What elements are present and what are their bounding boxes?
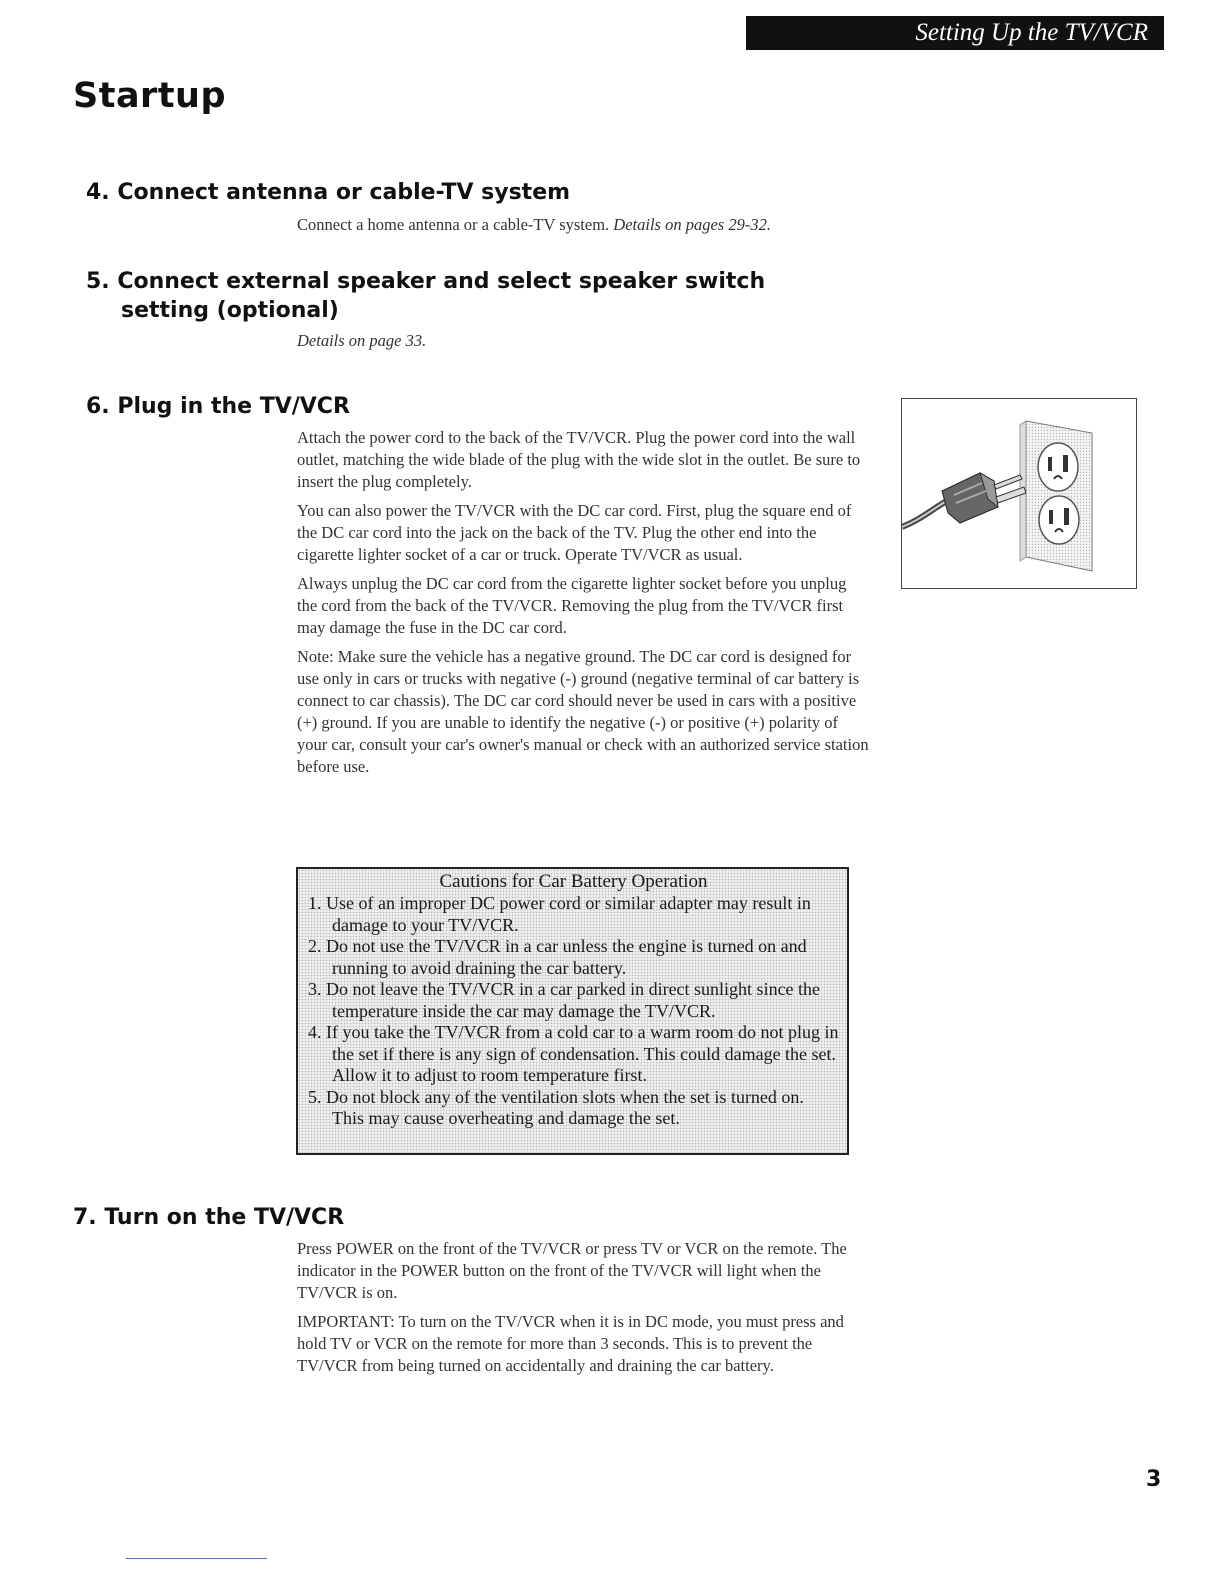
step-7-heading: [73, 1203, 344, 1232]
step-4-body: [297, 214, 877, 236]
section-header-tab: [746, 16, 1164, 50]
step-title: Turn on the TV/VCR: [104, 1205, 345, 1230]
step-title-line-2: setting (optional): [121, 298, 339, 323]
step-title: Plug in the TV/VCR: [117, 394, 350, 419]
paragraph: Attach the power cord to the back of the TV/VCR. Plug the power cord into the wall outlet, matching the wide blade of the plug with the wide slot in the outlet. Be sure to insert the plug completely.: [297, 428, 861, 491]
cautions-list: [308, 893, 839, 1130]
cautions-box: [296, 867, 849, 1155]
cautions-title: Cautions for Car Battery Operation: [439, 871, 708, 892]
paragraph: Press POWER on the front of the TV/VCR or press TV or VCR on the remote. The indicator in the POWER button on the front of the TV/VCR will light when the TV/VCR is on.: [297, 1239, 847, 1302]
important-paragraph: IMPORTANT: To turn on the TV/VCR when it is in DC mode, you must press and hold TV or VCR on the remote for more than 3 seconds. This is to prevent the TV/VCR from being turned on accidentally and draining the car battery.: [297, 1312, 844, 1375]
caution-item: 3. Do not leave the TV/VCR in a car parked in direct sunlight since the temperature inside the car may damage the TV/VCR.: [308, 979, 821, 1021]
step-number: 7.: [73, 1205, 97, 1230]
section-header-label: Setting Up the TV/VCR: [915, 19, 1148, 46]
step-number: 4.: [86, 180, 110, 205]
caution-item: 1. Use of an improper DC power cord or similar adapter may result in damage to your TV/VCR.: [308, 893, 811, 935]
footer-rule: [126, 1558, 267, 1559]
page-number: 3: [1146, 1467, 1162, 1492]
step-number: 5.: [86, 269, 110, 294]
page-reference: Details on page 33.: [297, 331, 427, 350]
step-5-body: [297, 330, 426, 352]
note-paragraph: Note: Make sure the vehicle has a negative ground. The DC car cord is designed for use only in cars or trucks with negative (-) ground (negative terminal of car battery is connect to car chassis). The DC car cord should never be used in cars with a positive (+) ground. If you are unable to identify the negative (-) or positive (+) polarity of your car, consult your car's owner's manual or check with an authorized service station before use.: [297, 647, 869, 776]
step-number: 6.: [86, 394, 110, 419]
step-4-heading: [86, 178, 570, 207]
page-reference: Details on pages 29-32.: [613, 215, 771, 234]
paragraph: Always unplug the DC car cord from the cigarette lighter socket before you unplug the cord from the back of the TV/VCR. Removing the plug from the TV/VCR first may damage the fuse in the DC car cord.: [297, 574, 847, 637]
step-6-body: [297, 427, 869, 785]
caution-item: 5. Do not block any of the ventilation slots when the set is turned on. This may cause overheating and damage the set.: [308, 1086, 804, 1128]
paragraph: You can also power the TV/VCR with the DC car cord. First, plug the square end of the DC car cord into the jack on the back of the TV. Plug the other end into the cigarette lighter socket of a car or truck. Operate TV/VCR as usual.: [297, 501, 852, 564]
page-title: Startup: [73, 76, 227, 116]
caution-item: 4. If you take the TV/VCR from a cold car to a warm room do not plug in the set if there is any sign of condensation. This could damage the set. Allow it to adjust to room temperature first.: [308, 1022, 839, 1085]
step-title: Connect antenna or cable-TV system: [117, 180, 571, 205]
caution-item: 2. Do not use the TV/VCR in a car unless the engine is turned on and running to avoid draining the car battery.: [308, 936, 807, 978]
step-6-heading: [86, 392, 350, 421]
step-5-heading: [86, 267, 846, 325]
step-title-line-1: Connect external speaker and select speaker switch: [117, 269, 766, 294]
step-text: Connect a home antenna or a cable-TV system.: [297, 215, 610, 234]
step-7-body: [297, 1238, 859, 1384]
power-plug-figure: [901, 398, 1137, 589]
power-plug-and-wall-outlet-icon: [902, 399, 1136, 588]
